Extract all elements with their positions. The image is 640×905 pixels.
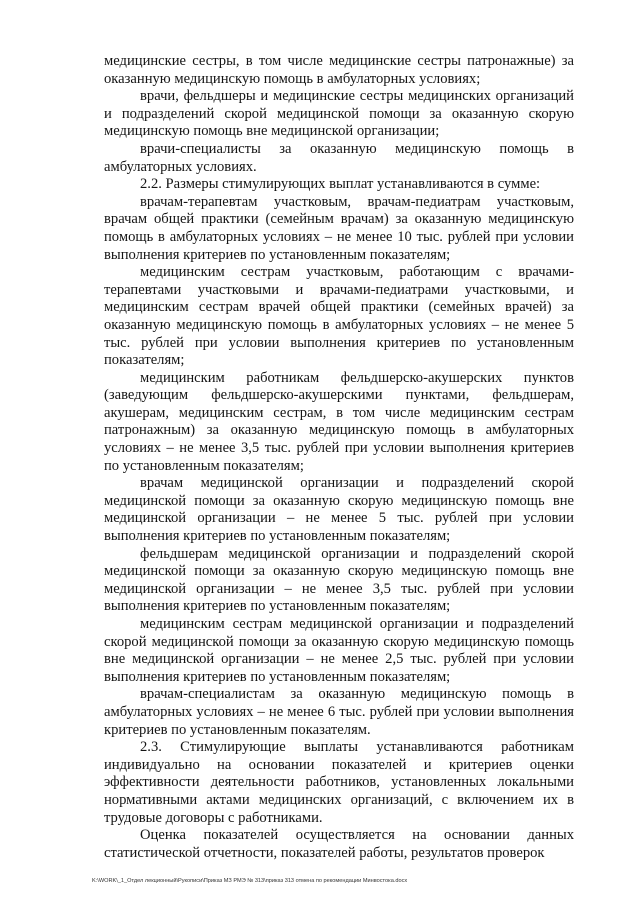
file-path-footer: K:\WORK\_1_Отдел лекционный\Рукописи\Приказ МЗ РМЭ № 313\приказ 313 отмена по рекомендации Минвостока.docx: [92, 878, 408, 884]
paragraph-section-2-3: 2.3. Стимулирующие выплаты устанавливаются работникам индивидуально на основании показателей и критериев оценки эффективности деятельности работников, установленных локальными нормативными актами медицинских организаций, с включением их в трудовые договоры с работниками.: [104, 739, 574, 826]
paragraph-emergency-staff: врачи, фельдшеры и медицинские сестры медицинских организаций и подразделений скорой медицинской помощи за оказанную скорую медицинскую помощь вне медицинской организации;: [104, 88, 574, 140]
paragraph-paramedics-amount: фельдшерам медицинской организации и подразделений скорой медицинской помощи за оказанную скорую медицинскую помощь вне медицинской организации – не менее 3,5 тыс. рублей при условии выполнения критериев по установленным показателям;: [104, 545, 574, 615]
paragraph-specialists: врачи-специалисты за оказанную медицинскую помощь в амбулаторных условиях.: [104, 140, 574, 175]
paragraph-evaluation: Оценка показателей осуществляется на основании данных статистической отчетности, показателей работы, результатов проверок: [104, 827, 574, 861]
paragraph-fap-workers-amount: медицинским работникам фельдшерско-акушерских пунктов (заведующим фельдшерско-акушерскими пунктами, фельдшерам, акушерам, медицинским сестрам, в том числе медицинским сестрам патронажным) за оказанную медицинскую помощь в амбулаторных условиях – не менее 3,5 тыс. рублей при условии выполнения критериев по установленным показателям;: [104, 369, 574, 474]
paragraph-emergency-nurses-amount: медицинским сестрам медицинской организации и подразделений скорой медицинской помощи за оказанную скорую медицинскую помощь вне медицинской организации – не менее 2,5 тыс. рублей при условии выполнения критериев по установленным показателям;: [104, 616, 574, 685]
paragraph-specialists-amount: врачам-специалистам за оказанную медицинскую помощь в амбулаторных условиях – не менее 6 тыс. рублей при условии выполнения критериев по установленным показателям.: [104, 686, 574, 738]
paragraph-section-2-2: 2.2. Размеры стимулирующих выплат устанавливаются в сумме:: [140, 176, 541, 193]
document-body: [104, 53, 574, 862]
paragraph-district-nurses-amount: медицинским сестрам участковым, работающим с врачами-терапевтами участковыми и врачами-педиатрами участковыми, и медицинским сестрам врачей общей практики (семейных врачей) за оказанную медицинскую помощь в амбулаторных условиях – не менее 5 тыс. рублей при условии выполнения критериев по установленным показателям;: [104, 264, 574, 369]
paragraph-continuation: медицинские сестры, в том числе медицинские сестры патронажные) за оказанную медицинскую помощь в амбулаторных условиях;: [104, 53, 574, 87]
paragraph-therapists-amount: врачам-терапевтам участковым, врачам-педиатрам участковым, врачам общей практики (семейным врачам) за оказанную медицинскую помощь в амбулаторных условиях – не менее 10 тыс. рублей при условии выполнения критериев по установленным показателям;: [104, 193, 574, 263]
paragraph-emergency-doctors-amount: врачам медицинской организации и подразделений скорой медицинской помощи за оказанную скорую медицинскую помощь вне медицинской организации – не менее 5 тыс. рублей при условии выполнения критериев по установленным показателям;: [104, 475, 574, 545]
